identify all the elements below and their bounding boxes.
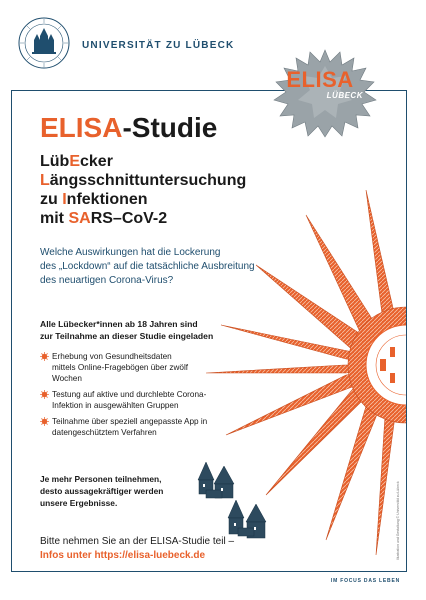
subtitle-segment: cker [80, 153, 113, 170]
bullet-line: datengeschütztem Verfahren [52, 428, 157, 437]
question-line: Welche Auswirkungen hat die Lockerung [40, 247, 221, 258]
invite-line: zur Teilnahme an dieser Studie eingeladen [40, 331, 214, 341]
research-question [40, 246, 310, 288]
subtitle-line [40, 171, 246, 190]
subtitle-line [40, 190, 246, 209]
page-title [40, 112, 217, 144]
title-accent: ELISA [40, 112, 123, 143]
closing-line: unsere Ergebnisse. [40, 498, 118, 508]
closing-line: desto aussagekräftiger werden [40, 486, 164, 496]
subtitle-highlight: L [40, 172, 50, 189]
subtitle-line [40, 152, 246, 171]
question-line: des neuartigen Corona-Virus? [40, 275, 174, 286]
subtitle-highlight: I [62, 191, 67, 208]
title-rest: -Studie [122, 112, 218, 143]
study-website-link[interactable]: Infos unter https://elisa-luebeck.de [40, 550, 206, 561]
subtitle-highlight: E [69, 153, 80, 170]
bullet-line: mittels Online-Fragebögen über zwölf [52, 363, 189, 372]
subtitle-segment: RS–CoV-2 [90, 210, 168, 227]
badge-subtitle: LÜBECK [326, 91, 363, 100]
bullet-item [40, 351, 230, 384]
bullet-line: Testung auf aktive und durchlebte Corona- [52, 390, 207, 399]
subtitle-segment: mit [40, 210, 69, 227]
bullet-line: Erhebung von Gesundheitsdaten [52, 352, 172, 361]
bullet-item [40, 389, 230, 411]
illustration-credit: Illustration und Gestaltung © Universität zu Lübeck [396, 481, 400, 560]
subtitle-segment: Lüb [40, 153, 70, 170]
bullet-line: Teilnahme über speziell angepasste App in [52, 417, 208, 426]
virus-bullet-icon [40, 390, 49, 399]
subtitle-segment: nfektionen [66, 191, 148, 208]
closing-line: Je mehr Personen teilnehmen, [40, 474, 162, 484]
question-line: des „Lockdown“ auf die tatsächliche Ausbreitung [40, 261, 255, 272]
virus-bullet-icon [40, 352, 49, 361]
badge-title: ELISA [286, 67, 354, 92]
invite-line: Alle Lübecker*innen ab 18 Jahren sind [40, 319, 198, 329]
bullet-line: Infektion in ausgewählten Gruppen [52, 401, 179, 410]
invitation-text [40, 318, 240, 342]
virus-bullet-icon [40, 417, 49, 426]
bullet-list [40, 351, 230, 443]
university-tagline: IM FOCUS DAS LEBEN [330, 578, 400, 584]
bullet-item [40, 416, 230, 438]
cta-text: Bitte nehmen Sie an der ELISA-Studie teil – [40, 536, 235, 547]
university-name: UNIVERSITÄT ZU LÜBECK [82, 40, 235, 51]
subtitle-highlight: SA [68, 210, 91, 227]
subtitle-segment: zu [40, 191, 63, 208]
call-to-action [40, 535, 300, 563]
closing-text [40, 473, 170, 509]
subtitle-segment: ängsschnittuntersuchung [49, 172, 247, 189]
study-subtitle [40, 152, 246, 228]
bullet-line: Wochen [52, 374, 82, 383]
subtitle-line [40, 209, 246, 228]
holstentor-towers-illustration [194, 448, 314, 548]
university-seal-icon [17, 16, 71, 70]
